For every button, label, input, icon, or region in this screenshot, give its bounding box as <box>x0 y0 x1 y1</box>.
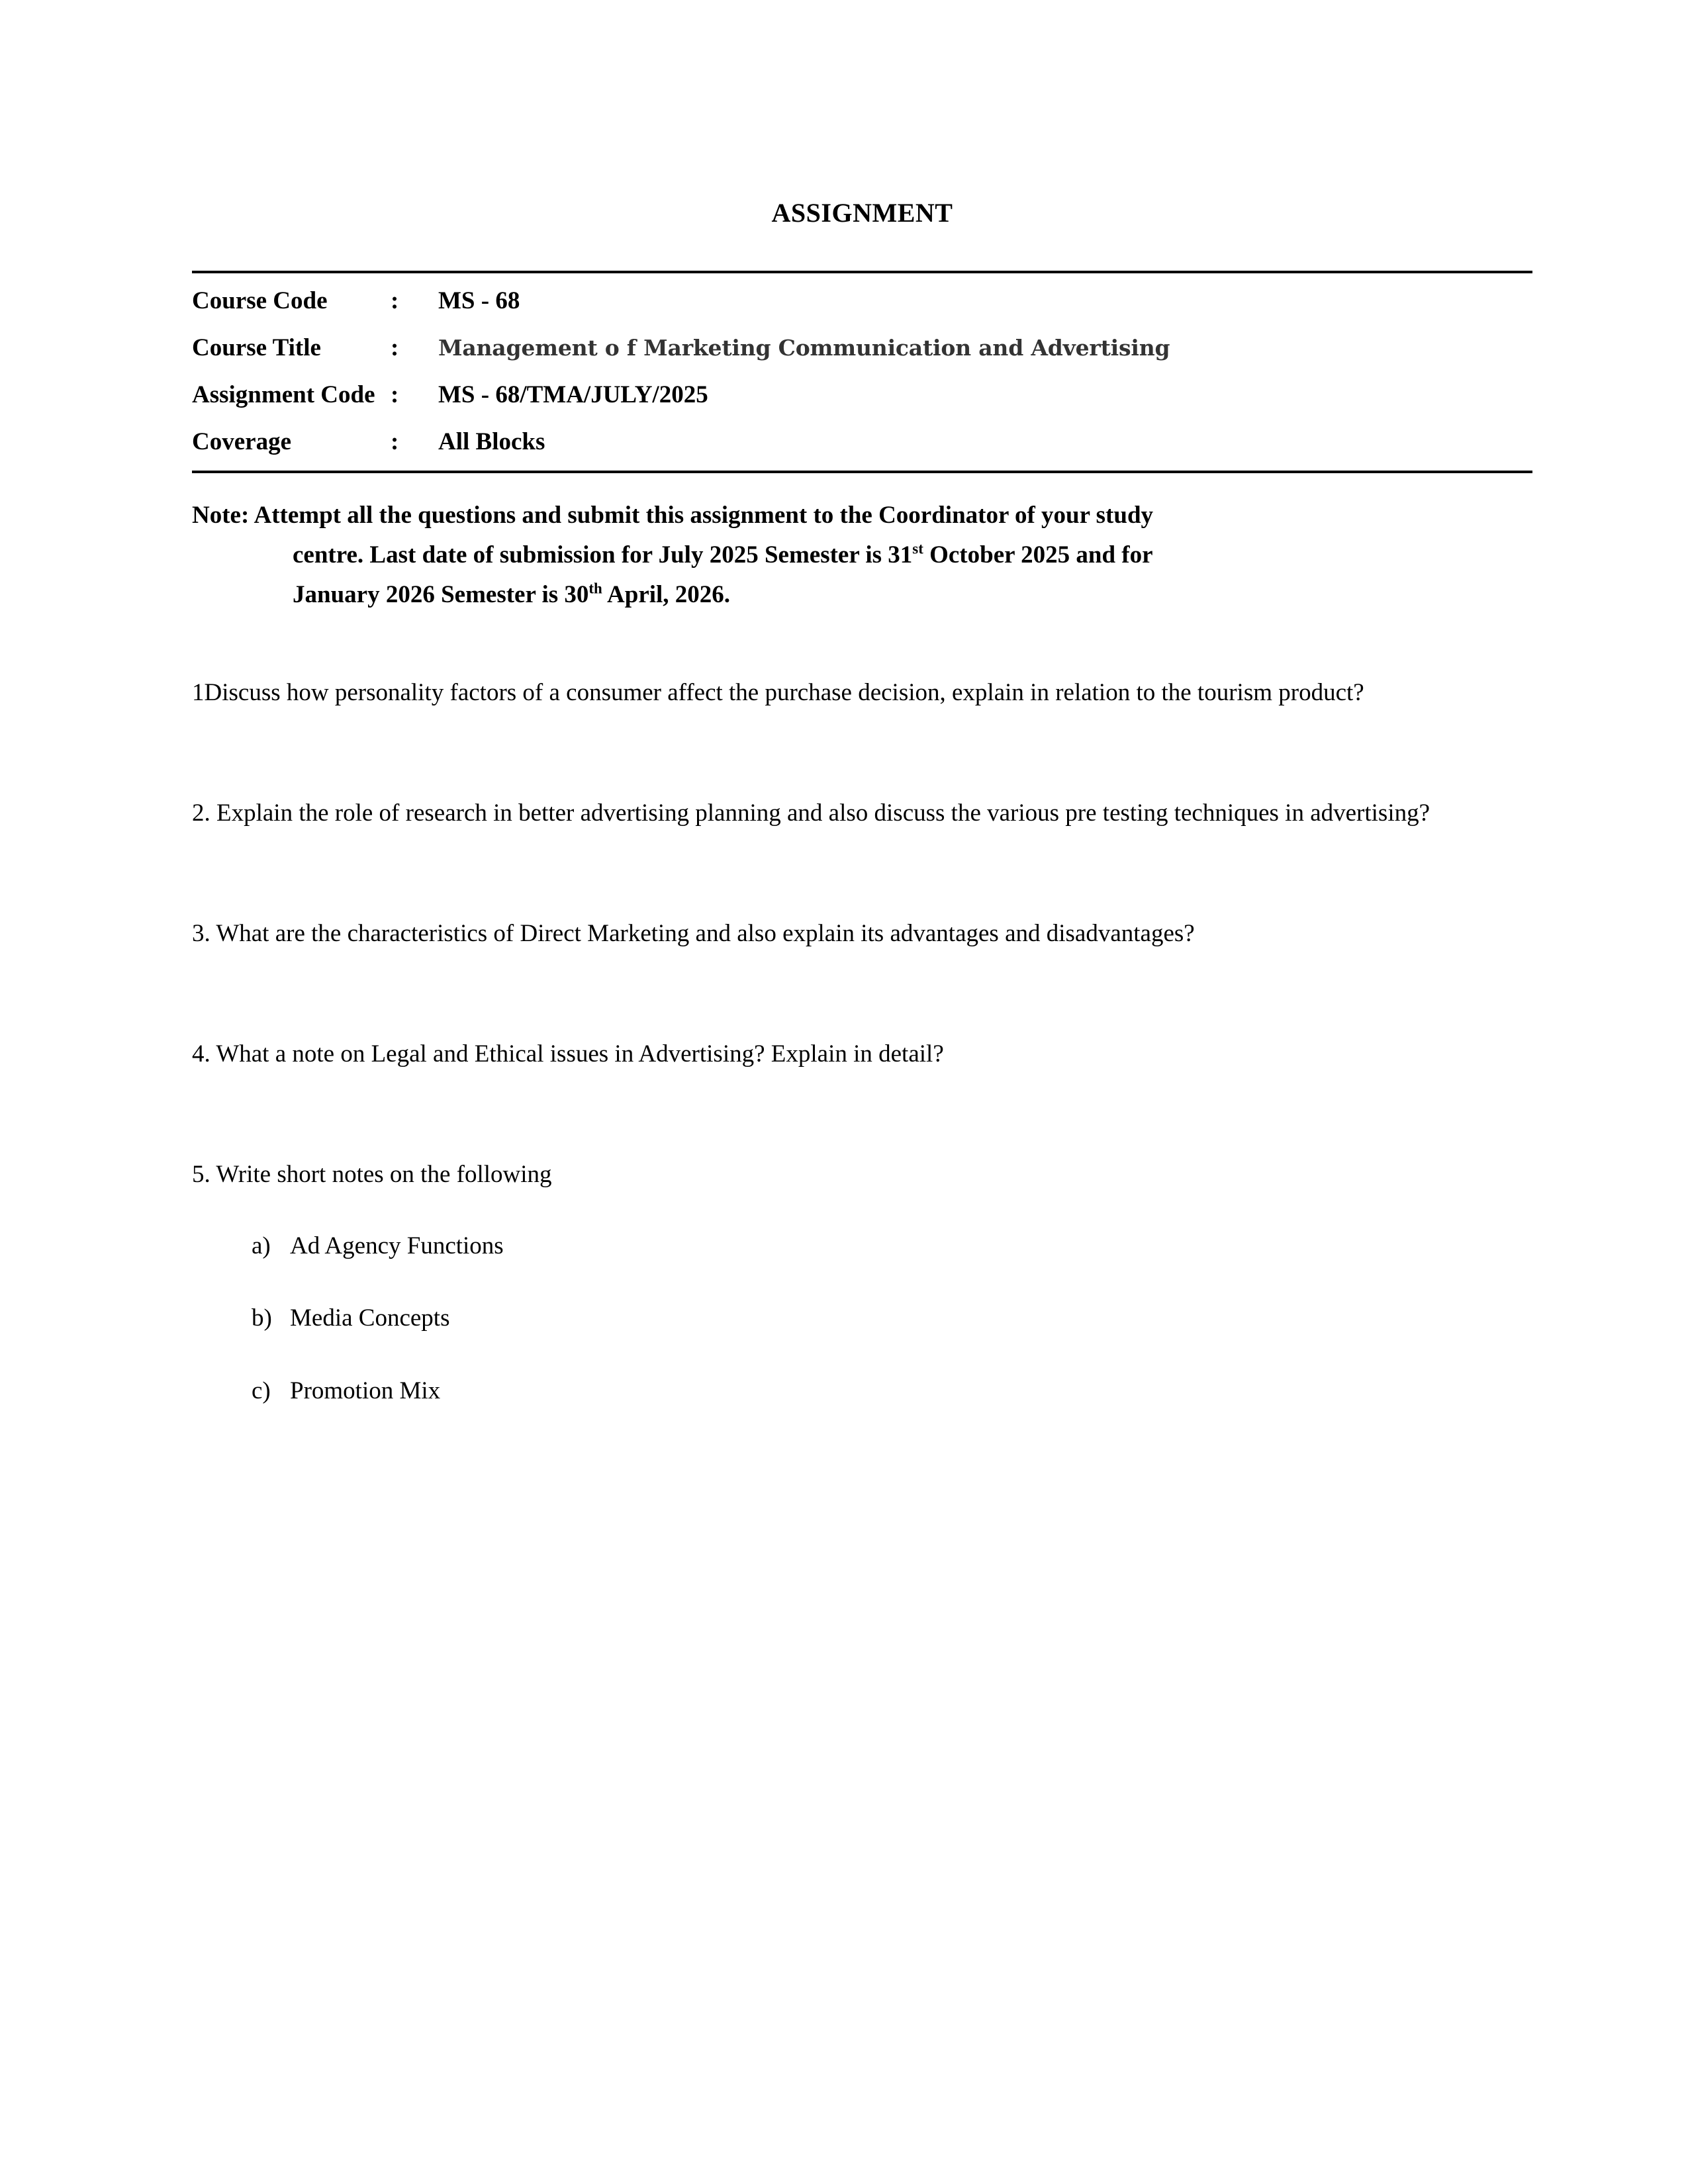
question-2: 2. Explain the role of research in better advertising planning and also discuss the various pre testing techniques in advertising? <box>192 799 1430 827</box>
assignment-code-label: Assignment Code <box>192 381 375 408</box>
table-row <box>192 371 1532 418</box>
colon-separator: : <box>391 381 399 408</box>
question-4: 4. What a note on Legal and Ethical issues in Advertising? Explain in detail? <box>192 1040 944 1068</box>
ordinal-suffix-st: st <box>912 540 923 557</box>
note-line-3-text-b: April, 2026. <box>602 580 731 608</box>
note-line-2-text-b: October 2025 and for <box>923 541 1153 569</box>
course-info-table <box>192 271 1532 473</box>
note-line-3-text-a: January 2026 Semester is 30 <box>293 580 589 608</box>
coverage-label: Coverage <box>192 428 291 455</box>
table-row <box>192 277 1532 324</box>
subitem-marker-b: b) <box>252 1304 272 1332</box>
note-line-2 <box>192 535 1532 575</box>
list-item <box>252 1226 1532 1266</box>
colon-separator: : <box>391 428 399 455</box>
question-1: 1Discuss how personality factors of a consumer affect the purchase decision, explain in relation to the tourism product? <box>192 678 1364 706</box>
subitem-text-a: Ad Agency Functions <box>290 1232 504 1259</box>
note-line-1: Note: Attempt all the questions and submit this assignment to the Coordinator of your study <box>192 502 1154 529</box>
page-title: ASSIGNMENT <box>771 198 953 228</box>
question-5-subitems <box>192 1226 1532 1412</box>
course-title-value: Management o f Marketing Communication and Advertising <box>438 335 1170 361</box>
question-3: 3. What are the characteristics of Direct Marketing and also explain its advantages and disadvantages? <box>192 919 1195 947</box>
table-row <box>192 418 1532 465</box>
colon-separator: : <box>391 334 399 361</box>
colon-separator: : <box>391 287 399 314</box>
subitem-marker-a: a) <box>252 1232 271 1259</box>
table-row <box>192 324 1532 371</box>
ordinal-suffix-th: th <box>588 580 602 597</box>
subitem-text-b: Media Concepts <box>290 1304 450 1332</box>
list-item <box>252 1371 1532 1411</box>
document-content <box>192 0 1532 1411</box>
questions-list <box>192 673 1532 1412</box>
coverage-value: All Blocks <box>438 428 545 455</box>
question-5: 5. Write short notes on the following <box>192 1160 552 1188</box>
subitem-marker-c: c) <box>252 1377 271 1405</box>
submission-note <box>192 496 1532 615</box>
list-item <box>252 1298 1532 1338</box>
note-line-2-text-a: centre. Last date of submission for July 2025 Semester is 31 <box>293 541 913 569</box>
note-line-3 <box>192 575 1532 615</box>
course-code-value: MS - 68 <box>438 287 520 314</box>
course-code-label: Course Code <box>192 287 328 314</box>
subitem-text-c: Promotion Mix <box>290 1377 441 1405</box>
course-title-label: Course Title <box>192 334 321 361</box>
assignment-code-value: MS - 68/TMA/JULY/2025 <box>438 381 708 408</box>
